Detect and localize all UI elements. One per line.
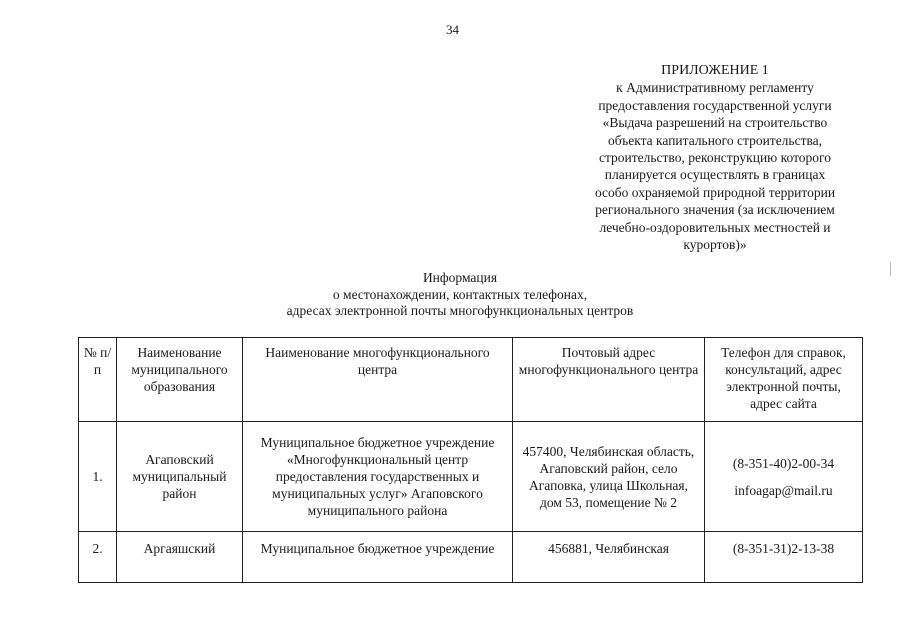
row-phone: (8-351-40)2-00-34: [732, 455, 835, 471]
row-municipality: Аргаяшский: [117, 532, 243, 583]
row-center-name: Муниципальное бюджетное учреждение: [243, 532, 513, 583]
appendix-block: [560, 62, 870, 253]
row-center-name: Муниципальное бюджетное учреждение «Многофункциональный центр предоставления государственных и муниципальных услуг» Агаповского муниципального района: [243, 422, 513, 532]
appendix-line: лечебно-оздоровительных местностей и: [599, 219, 831, 235]
row-postal-address: 456881, Челябинская: [513, 532, 705, 583]
appendix-line: предоставления государственной услуги: [598, 97, 832, 113]
row-number: 2.: [79, 532, 117, 583]
row-contacts: [705, 532, 863, 583]
table-header-row: [79, 338, 863, 422]
info-subtitle-line: адресах электронной почты многофункциональных центров: [286, 303, 634, 318]
row-email: infoagap@mail.ru: [734, 482, 833, 498]
scan-edge-mark: [890, 262, 891, 276]
appendix-line: строительство, реконструкцию которого: [598, 150, 832, 166]
appendix-line: «Выдача разрешений на строительство: [602, 115, 828, 131]
info-title: Информация: [422, 270, 498, 285]
table-row: [79, 422, 863, 532]
appendix-line: регионального значения (за исключением: [595, 202, 835, 218]
row-municipality: Агаповский муниципальный район: [117, 422, 243, 532]
mfc-table: [78, 337, 863, 583]
appendix-line: особо охраняемой природной территории: [594, 184, 836, 200]
appendix-line: курортов)»: [683, 237, 747, 253]
info-subtitle-line: о местонахождении, контактных телефонах,: [332, 286, 588, 302]
header-center-name: Наименование многофункционального центра: [243, 338, 513, 422]
appendix-title: ПРИЛОЖЕНИЕ 1: [661, 63, 769, 78]
row-phone: (8-351-31)2-13-38: [732, 541, 835, 556]
row-number: 1.: [79, 422, 117, 532]
row-postal-address: 457400, Челябинская область, Агаповский район, село Агаповка, улица Школьная, дом 53, помещение № 2: [513, 422, 705, 532]
header-number: № п/п: [79, 338, 117, 422]
table-row: [79, 532, 863, 583]
appendix-line: планируется осуществлять в границах: [604, 167, 826, 183]
info-heading: [200, 270, 720, 320]
appendix-line: объекта капитального строительства,: [607, 132, 823, 148]
header-contacts: Телефон для справок, консультаций, адрес электронной почты, адрес сайта: [705, 338, 863, 422]
appendix-line: к Административному регламенту: [616, 80, 814, 96]
header-postal-address: Почтовый адрес многофункционального центра: [513, 338, 705, 422]
page-number: 34: [446, 22, 459, 37]
header-municipality: Наименование муниципального образования: [117, 338, 243, 422]
row-contacts: [705, 422, 863, 532]
